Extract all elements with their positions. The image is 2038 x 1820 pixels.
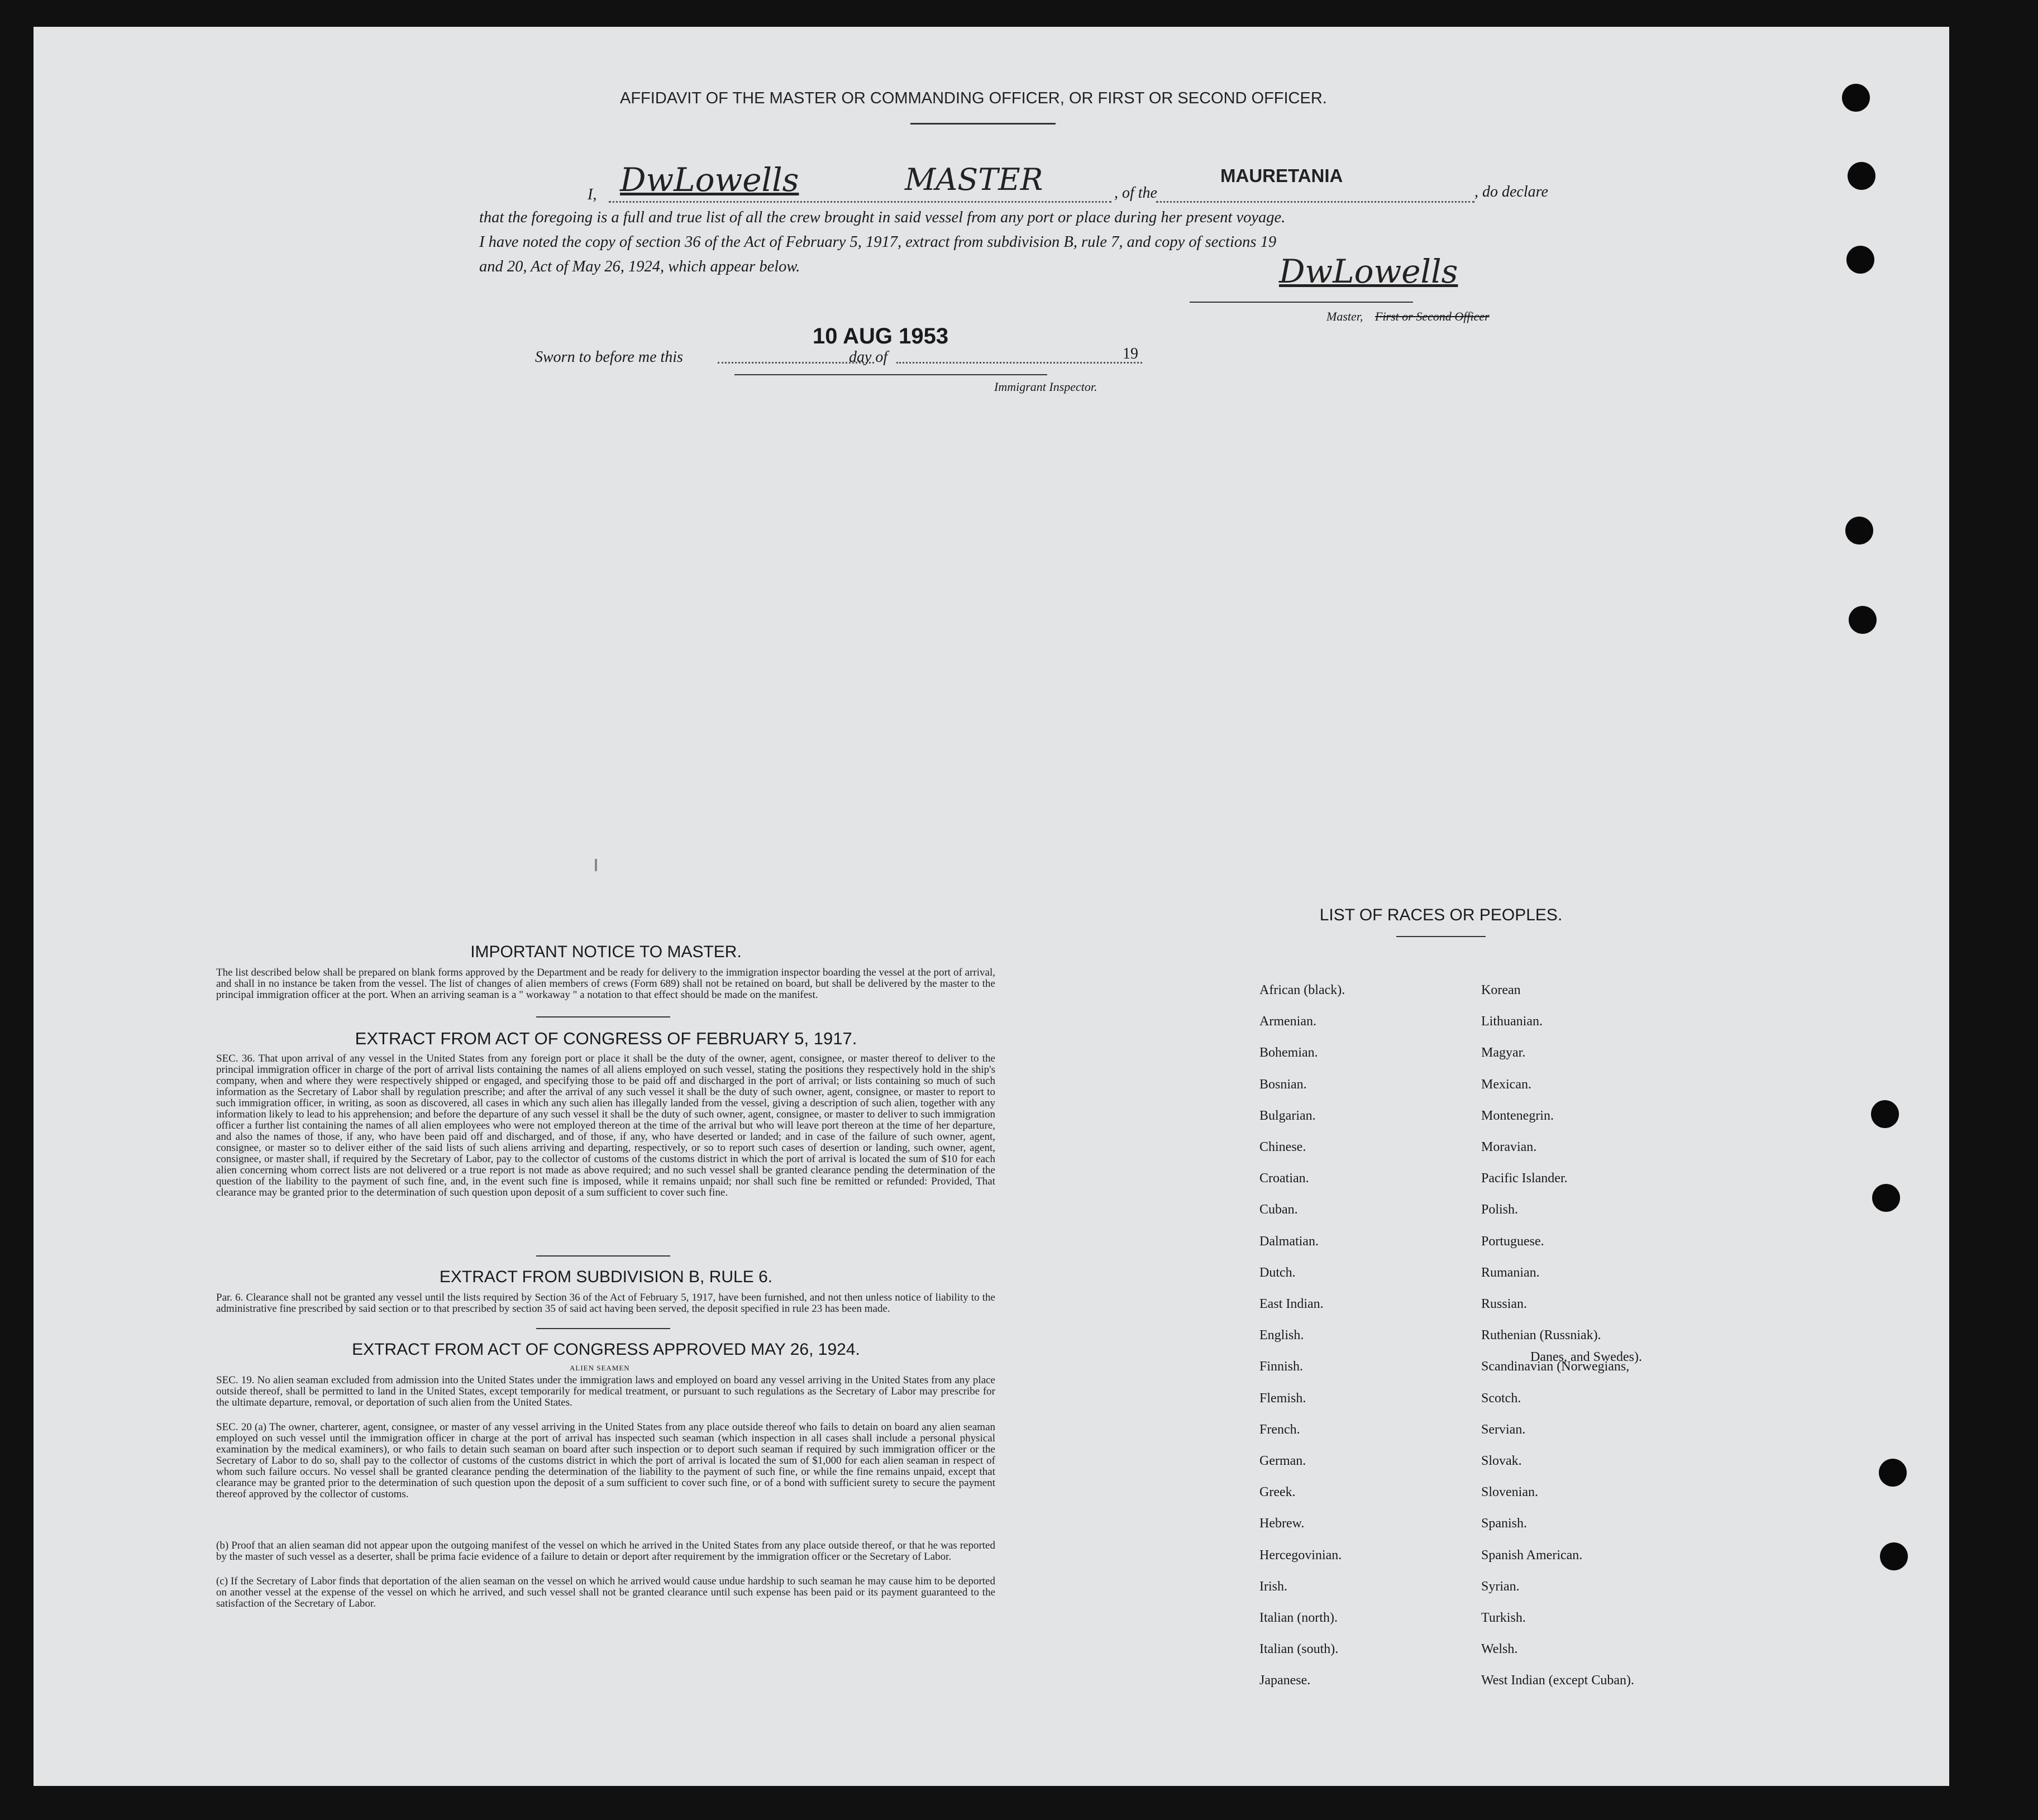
race-left-item: Cuban. bbox=[1259, 1202, 1298, 1217]
race-right-item: Spanish. bbox=[1481, 1516, 1528, 1531]
binder-hole bbox=[1880, 1542, 1908, 1570]
prefix-i: I, bbox=[588, 186, 597, 203]
vessel-name: MAURETANIA bbox=[1220, 165, 1343, 186]
extract-1924-sec19: SEC. 19. No alien seaman excluded from admission into the United States under the immigration laws and employed on board any vessel arriving in the United States from any place outside thereof, shall be permitted to land in the United States, except temporarily for medical treatment, or pursuant to such regulations as the Secretary of Labor may prescribe for the ultimate departure, removal, or deportation of such alien from the United States. bbox=[216, 1374, 995, 1408]
extract-1917-body: SEC. 36. That upon arrival of any vessel in the United States from any foreign port or place it shall be the duty of the owner, agent, consignee, or master thereof to deliver to the principal immigration officer in charge of the port of arrival lists containing the names of all aliens employed on such vessel, stating the positions they respectively hold in the ship's company, when and where they were respectively shipped or engaged, and specifying those to be paid off and discharged in the port of arrival; or lists containing so much of such information as the Secretary of Labor shall by regulation prescribe; and after the arrival of any such vessel it shall be the duty of such owner, agent, consignee, or master to report to such immigration officer, in writing, as soon as discovered, all cases in which any such alien has illegally landed from the vessel, giving a description of such alien, together with any information likely to lead to his apprehension; and before the departure of any such vessel it shall be the duty of such owner, agent, consignee, or master to deliver to such immigration officer a further list containing the names of all alien employees who were not employed thereon at the time of the arrival but who will leave port thereon at the time of her departure, and also the names of those, if any, who have been paid off and discharged, and of those, if any, who have deserted or landed; and in case of the failure of such owner, agent, consignee, or master so to deliver either of the said lists of such aliens arriving and departing, respectively, or so to report such cases of desertion or landing, such owner, agent, consignee, or master shall, if required by the Secretary of Labor, pay to the collector of customs of the customs district in which the port of arrival is located the sum of $10 for each alien concerning whom correct lists are not delivered or a true report is not made as above required; and no such vessel shall be granted clearance pending the determination of the question of the liability to the payment of such fine, and, in the event such fine is imposed, while it remains unpaid; nor shall such fine be remitted or refunded: Provided, That clearance may be granted prior to the determination of such question upon deposit of a sum sufficient to cover such fine. bbox=[216, 1053, 995, 1198]
binder-hole bbox=[1849, 606, 1877, 634]
race-right-item: Moravian. bbox=[1481, 1140, 1537, 1154]
race-left-item: Italian (north). bbox=[1259, 1611, 1338, 1625]
race-right-item: Korean bbox=[1481, 983, 1521, 997]
subdivision-b-body: Par. 6. Clearance shall not be granted any vessel until the lists required by Section 36 of the Act of February 5, 1917, have been furnished, and not then unless notice of liability to the administrative fine prescribed by said section or to that prescribed by section 35 of said act having been served, the deposit specified in rule 23 has been made. bbox=[216, 1292, 995, 1315]
struck-officer-label: First or Second Officer bbox=[1375, 309, 1490, 323]
race-left-item: Greek. bbox=[1259, 1485, 1296, 1500]
binder-hole bbox=[1872, 1184, 1900, 1212]
race-left-item: Armenian. bbox=[1259, 1014, 1316, 1029]
race-right-item: Rumanian. bbox=[1481, 1265, 1540, 1280]
do-declare-label: , do declare bbox=[1474, 183, 1548, 200]
sworn-label: Sworn to before me this bbox=[535, 348, 683, 366]
race-right-item: Slovenian. bbox=[1481, 1485, 1538, 1500]
race-left-item: Finnish. bbox=[1259, 1359, 1304, 1374]
declaration-line-4: and 20, Act of May 26, 1924, which appear below. bbox=[479, 258, 800, 275]
race-right-item: Syrian. bbox=[1481, 1579, 1520, 1594]
date-stamp: 10 AUG 1953 bbox=[813, 324, 949, 348]
divider-1 bbox=[536, 1016, 670, 1018]
race-right-item: Welsh. bbox=[1481, 1642, 1518, 1657]
stray-mark bbox=[595, 859, 597, 871]
race-left-item: Dutch. bbox=[1259, 1265, 1296, 1280]
of-the-label: , of the bbox=[1114, 184, 1157, 202]
race-left-item: Hebrew. bbox=[1259, 1516, 1305, 1531]
binder-hole bbox=[1845, 517, 1873, 544]
inspector-label: Immigrant Inspector. bbox=[994, 380, 1097, 394]
race-left-item: French. bbox=[1259, 1422, 1300, 1437]
races-title: LIST OF RACES OR PEOPLES. bbox=[1319, 906, 1563, 924]
notice-body: The list described below shall be prepared on blank forms approved by the Department and be ready for delivery to the immigration inspector boarding the vessel at the port of arrival, and shall in no instance be taken from the vessel. The list of changes of alien members of crews (Form 689) shall not be retained on board, but shall be delivered by the master to the principal immigration officer at the port. When an arriving seaman is a " workaway " a notation to that effect should be made on the manifest. bbox=[216, 967, 995, 1001]
document-page bbox=[34, 27, 1949, 1786]
race-right-item: Slovak. bbox=[1481, 1454, 1522, 1468]
race-left-item: Croatian. bbox=[1259, 1171, 1309, 1186]
alien-seamen-subtitle: ALIEN SEAMEN bbox=[570, 1364, 630, 1372]
race-left-item: Bohemian. bbox=[1259, 1045, 1318, 1061]
signature-line bbox=[1190, 302, 1413, 303]
subdivision-b-title: EXTRACT FROM SUBDIVISION B, RULE 6. bbox=[439, 1268, 773, 1286]
declaration-line-2: that the foregoing is a full and true list of all the crew brought in said vessel from any port or place during her present voyage. bbox=[479, 209, 1286, 226]
inspector-line bbox=[734, 374, 1047, 375]
extract-1917-title: EXTRACT FROM ACT OF CONGRESS OF FEBRUARY 5, 1917. bbox=[355, 1029, 857, 1048]
race-right-item: Scotch. bbox=[1481, 1391, 1521, 1406]
race-left-item: Dalmatian. bbox=[1259, 1234, 1319, 1249]
race-left-item: African (black). bbox=[1259, 983, 1345, 997]
day-of-label: day of bbox=[849, 348, 888, 366]
race-left-item: Japanese. bbox=[1259, 1673, 1311, 1688]
binder-hole bbox=[1871, 1100, 1899, 1128]
binder-hole bbox=[1879, 1459, 1907, 1487]
master-label: Master, bbox=[1326, 309, 1363, 323]
race-left-item: German. bbox=[1259, 1454, 1306, 1468]
race-right-item: Turkish. bbox=[1481, 1611, 1526, 1625]
title-underline bbox=[910, 123, 1056, 125]
race-right-item: Spanish American. bbox=[1481, 1547, 1583, 1563]
race-right-item: Mexican. bbox=[1481, 1077, 1531, 1092]
extract-1924-sec20b: (b) Proof that an alien seaman did not appear upon the outgoing manifest of the vessel on which he arrived in the United States from any place outside thereof, or that he was reported by the master of such vessel as a deserter, shall be prima facie evidence of a failure to detain or deport after requirement by the immigration officer or the Secretary of Labor. bbox=[216, 1540, 995, 1563]
races-underline bbox=[1396, 936, 1486, 937]
race-right-item: Russian. bbox=[1481, 1297, 1528, 1311]
master-signature: DwLowells bbox=[1279, 252, 1458, 290]
race-left-item: Bosnian. bbox=[1259, 1077, 1307, 1092]
binder-hole bbox=[1842, 84, 1870, 112]
race-left-item: Hercegovinian. bbox=[1259, 1547, 1342, 1563]
race-left-item: Irish. bbox=[1259, 1579, 1287, 1594]
race-right-continuation: Danes, and Swedes). bbox=[1530, 1350, 1642, 1364]
race-left-item: Bulgarian. bbox=[1259, 1108, 1316, 1123]
race-right-item: Montenegrin. bbox=[1481, 1108, 1554, 1123]
rank-handwritten: MASTER bbox=[905, 162, 1043, 197]
race-right-item: Pacific Islander. bbox=[1481, 1171, 1568, 1186]
binder-hole bbox=[1846, 246, 1874, 274]
race-right-item: Lithuanian. bbox=[1481, 1014, 1543, 1029]
divider-3 bbox=[536, 1328, 670, 1329]
name-line bbox=[609, 201, 1111, 203]
year-prefix: 19 bbox=[1123, 345, 1138, 362]
race-right-item: Polish. bbox=[1481, 1202, 1519, 1217]
affidavit-title: AFFIDAVIT OF THE MASTER OR COMMANDING OFFICER, OR FIRST OR SECOND OFFICER. bbox=[620, 89, 1327, 107]
binder-hole bbox=[1848, 162, 1875, 190]
race-left-item: East Indian. bbox=[1259, 1297, 1324, 1311]
race-right-item: Servian. bbox=[1481, 1422, 1526, 1437]
extract-1924-sec20c: (c) If the Secretary of Labor finds that deportation of the alien seaman on the vessel on which he arrived would cause undue hardship to such seaman he may cause him to be deported on another vessel at the expense of the vessel on which he arrived, and such vessel shall not be granted clearance until such expense has been paid or its payment guaranteed to the satisfaction of the Secretary of Labor. bbox=[216, 1575, 995, 1609]
notice-title: IMPORTANT NOTICE TO MASTER. bbox=[470, 943, 742, 961]
race-right-item: Scandinavian (Norwegians, bbox=[1481, 1359, 1630, 1374]
extract-1924-sec20a: SEC. 20 (a) The owner, charterer, agent, consignee, or master of any vessel arriving in the United States from any place outside thereof who fails to detain on board any alien seaman employed on such vessel until the immigration officer in charge at the port of arrival has inspected such seaman (which inspection in all cases shall include a personal physical examination by the medical examiners), or who fails to detain such seaman on board after such inspection or to deport such seaman if required by such immigration officer or the Secretary of Labor to do so, shall pay to the collector of customs of the customs district in which the port of arrival is located the sum of $1,000 for each alien seaman in respect of whom such failure occurs. No vessel shall be granted clearance pending the determination of the liability to the payment of such fine, or while the fine remains unpaid, except that clearance may be granted prior to the determination of such question upon the deposit of a sum sufficient to cover such fine, or of a bond with sufficient surety to secure the payment thereof approved by the collector of customs. bbox=[216, 1421, 995, 1500]
sworn-line-2 bbox=[896, 362, 1142, 364]
race-right-item: Magyar. bbox=[1481, 1045, 1526, 1061]
race-left-item: English. bbox=[1259, 1328, 1304, 1343]
race-right-item: West Indian (except Cuban). bbox=[1481, 1673, 1634, 1688]
race-left-item: Flemish. bbox=[1259, 1391, 1306, 1406]
declaration-line-3: I have noted the copy of section 36 of the Act of February 5, 1917, extract from subdivision B, rule 7, and copy of sections 19 bbox=[479, 233, 1277, 251]
extract-1924-title: EXTRACT FROM ACT OF CONGRESS APPROVED MAY 26, 1924. bbox=[352, 1340, 860, 1359]
vessel-line bbox=[1156, 201, 1474, 203]
race-left-item: Chinese. bbox=[1259, 1140, 1306, 1154]
master-name-signature: DwLowells bbox=[620, 161, 799, 199]
race-right-item: Portuguese. bbox=[1481, 1234, 1544, 1249]
race-left-item: Italian (south). bbox=[1259, 1642, 1339, 1657]
divider-2 bbox=[536, 1255, 670, 1257]
race-right-item: Ruthenian (Russniak). bbox=[1481, 1328, 1601, 1343]
